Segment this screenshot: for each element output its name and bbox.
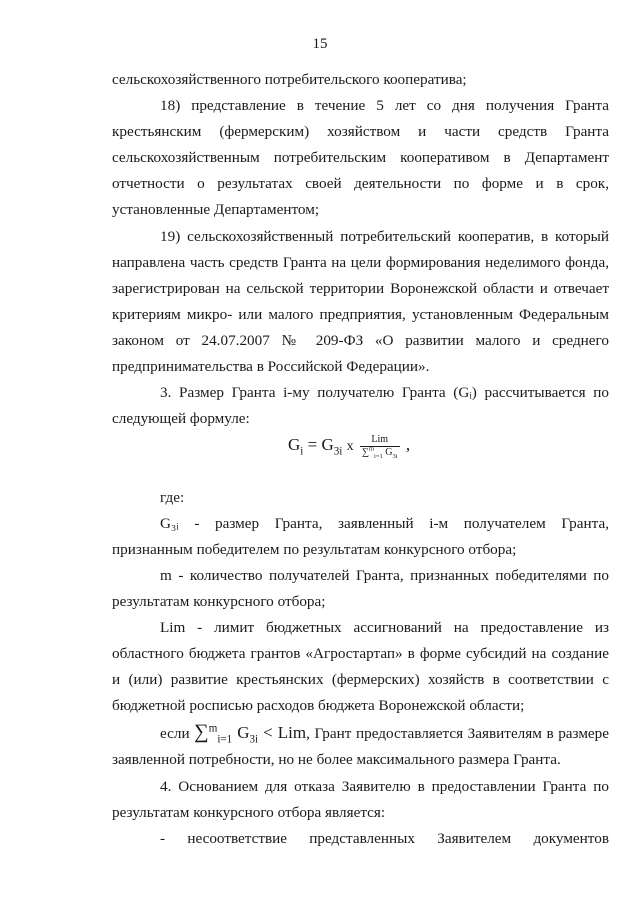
list-item-18: 18) представление в течение 5 лет со дня получения Гранта крестьянским (фермерским) хозяйством и части средств Гранта сельскохозяйственным потребительским кооперативом в Департамент отчетности о результатах своей деятельности по форме и в срок, установленные Департаментом;	[112, 97, 609, 218]
where-label: где:	[160, 489, 185, 506]
formula-fraction: $\frac{\text{Lim}}{\sum^m_{i=1} G_{3i}}$	[361, 433, 398, 460]
text-line: сельскохозяйственного потребительского кооператива;	[112, 71, 467, 88]
grant-formula: $G_i = G_{3i}$ x $\frac{\text{Lim}}{\sum^m_{i=1} G_{3i}}$ ,	[288, 433, 411, 460]
inline-sum-formula: ∑$^m_{i=1}$ $G_{3i}$ < Lim	[194, 721, 307, 746]
page-number: 15	[312, 36, 328, 52]
list-item-19: 19) сельскохозяйственный потребительский кооператив, в который направлена часть средств Гранта на цели формирования неделимого фонда, зарегистрирован на сельской территории Воронежской области и отвечает критериям микро- или малого предприятия, установленным Федеральным законом от 24.07.2007 № 209-ФЗ «О развитии малого и среднего предпринимательства в Российской Федерации».	[112, 228, 609, 375]
clause-3: 3. Размер Гранта i-му получателю Гранта (Gᵢ) рассчитывается по следующей формуле:	[112, 384, 609, 427]
definition-m: m - количество получателей Гранта, признанных победителями по результатам конкурсного отбора;	[112, 567, 609, 610]
clause-4: 4. Основанием для отказа Заявителю в предоставлении Гранта по результатам конкурсного отбора является: - несоответствие представленных Заявителем документов	[112, 778, 609, 847]
definition-lim: Lim - лимит бюджетных ассигнований на предоставление из областного бюджета грантов «Агростартап» в форме субсидий на создание и (или) развитие крестьянских (фермерских) хозяйств в соответствии с бюджетной росписью расходов бюджета Воронежской области;	[112, 619, 609, 714]
condition-clause: если ∑$^m_{i=1}$ $G_{3i}$ < Lim, Грант предоставляется Заявителям в размере заявленной потребности, но не более максимального размера Гранта.	[112, 721, 610, 768]
definition-g3i: G₃ᵢ - размер Гранта, заявленный i-м получателем Гранта, признанным победителем по результатам конкурсного отбора;	[112, 515, 609, 558]
